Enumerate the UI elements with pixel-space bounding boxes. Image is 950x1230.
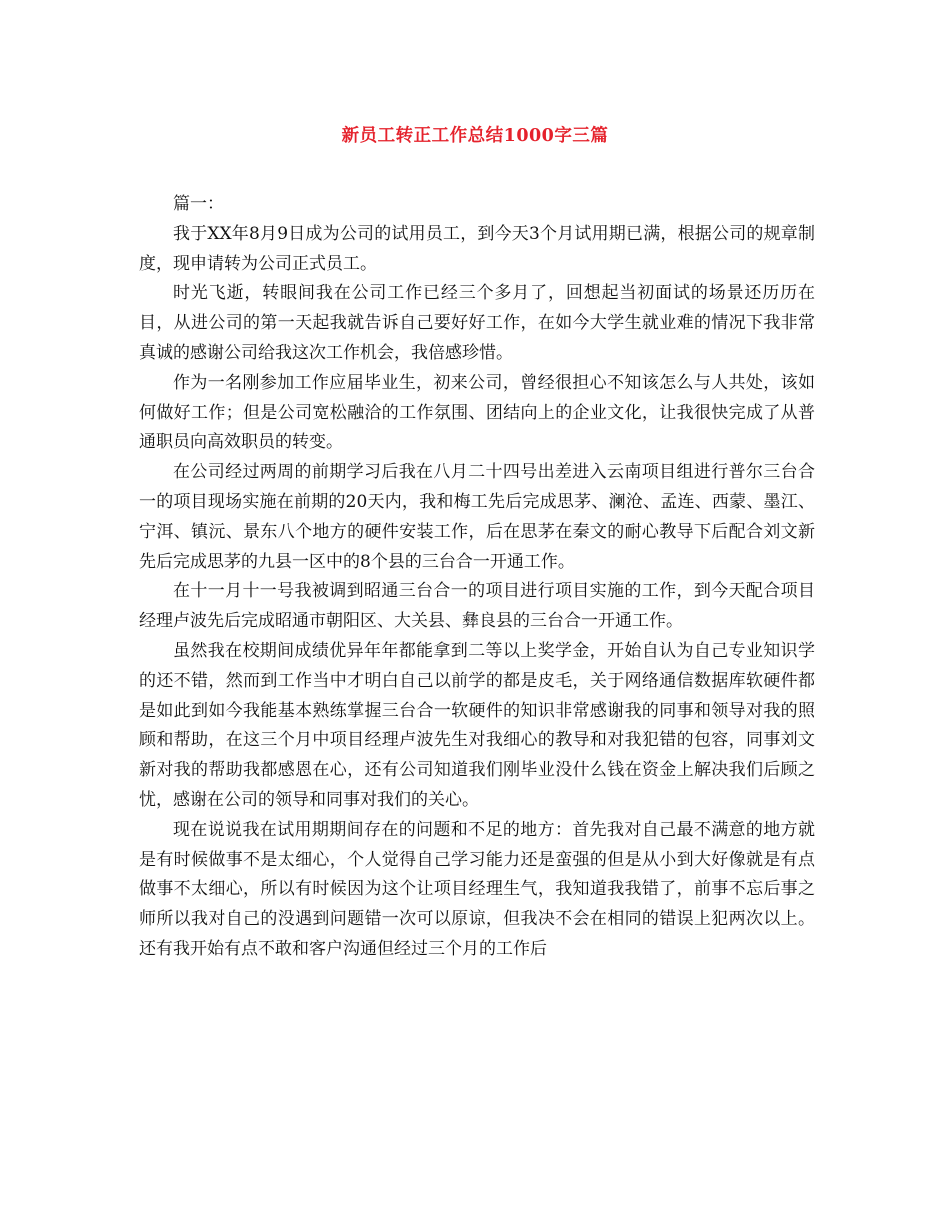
document-title: 新员工转正工作总结1000字三篇	[341, 126, 609, 146]
document-body	[139, 190, 815, 965]
paragraph-7: 现在说说我在试用期期间存在的问题和不足的地方：首先我对自己最不满意的地方就是有时候做事不是太细心，个人觉得自己学习能力还是蛮强的但是从小到大好像就是有点做事不太细心，所以有时候因为这个让项目经理生气，我知道我我错了，前事不忘后事之师所以我对自己的没遇到问题错一次可以原谅，但我决不会在相同的错误上犯两次以上。还有我开始有点不敢和客户沟通但经过三个月的工作后	[139, 819, 815, 959]
paragraph-2: 时光飞逝，转眼间我在公司工作已经三个多月了，回想起当初面试的场景还历历在目，从进公司的第一天起我就告诉自己要好好工作，在如今大学生就业难的情况下我非常真诚的感谢公司给我这次工作机会，我倍感珍惜。	[139, 283, 815, 363]
paragraph-6: 虽然我在校期间成绩优异年年都能拿到二等以上奖学金，开始自认为自己专业知识学的还不错，然而到工作当中才明白自己以前学的都是皮毛，关于网络通信数据库软硬件都是如此到如今我能基本熟练掌握三台合一软硬件的知识非常感谢我的同事和领导对我的照顾和帮助，在这三个月中项目经理卢波先生对我细心的教导和对我犯错的包容，同事刘文新对我的帮助我都感恩在心，还有公司知道我们刚毕业没什么钱在资金上解决我们后顾之忧，感谢在公司的领导和同事对我们的关心。	[139, 640, 815, 810]
paragraph-1: 我于XX年8月9日成为公司的试用员工，到今天3个月试用期已满，根据公司的规章制度，现申请转为公司正式员工。	[139, 223, 815, 274]
paragraph-3: 作为一名刚参加工作应届毕业生，初来公司，曾经很担心不知该怎么与人共处，该如何做好工作；但是公司宽松融洽的工作氛围、团结向上的企业文化，让我很快完成了从普通职员向高效职员的转变。	[139, 372, 815, 453]
paragraph-4: 在公司经过两周的前期学习后我在八月二十四号出差进入云南项目组进行普尔三台合一的项目现场实施在前期的20天内，我和梅工先后完成思茅、澜沧、孟连、西蒙、墨江、宁洱、镇沅、景东八个地方的硬件安装工作，后在思茅在秦文的耐心教导下后配合刘文新先后完成思茅的九县一区中的8个县的三台合一开通工作。	[139, 462, 815, 572]
paragraph-5: 在十一月十一号我被调到昭通三台合一的项目进行项目实施的工作，到今天配合项目经理卢波先后完成昭通市朝阳区、大关县、彝良县的三台合一开通工作。	[139, 581, 815, 632]
section-label: 篇一：	[173, 194, 224, 214]
